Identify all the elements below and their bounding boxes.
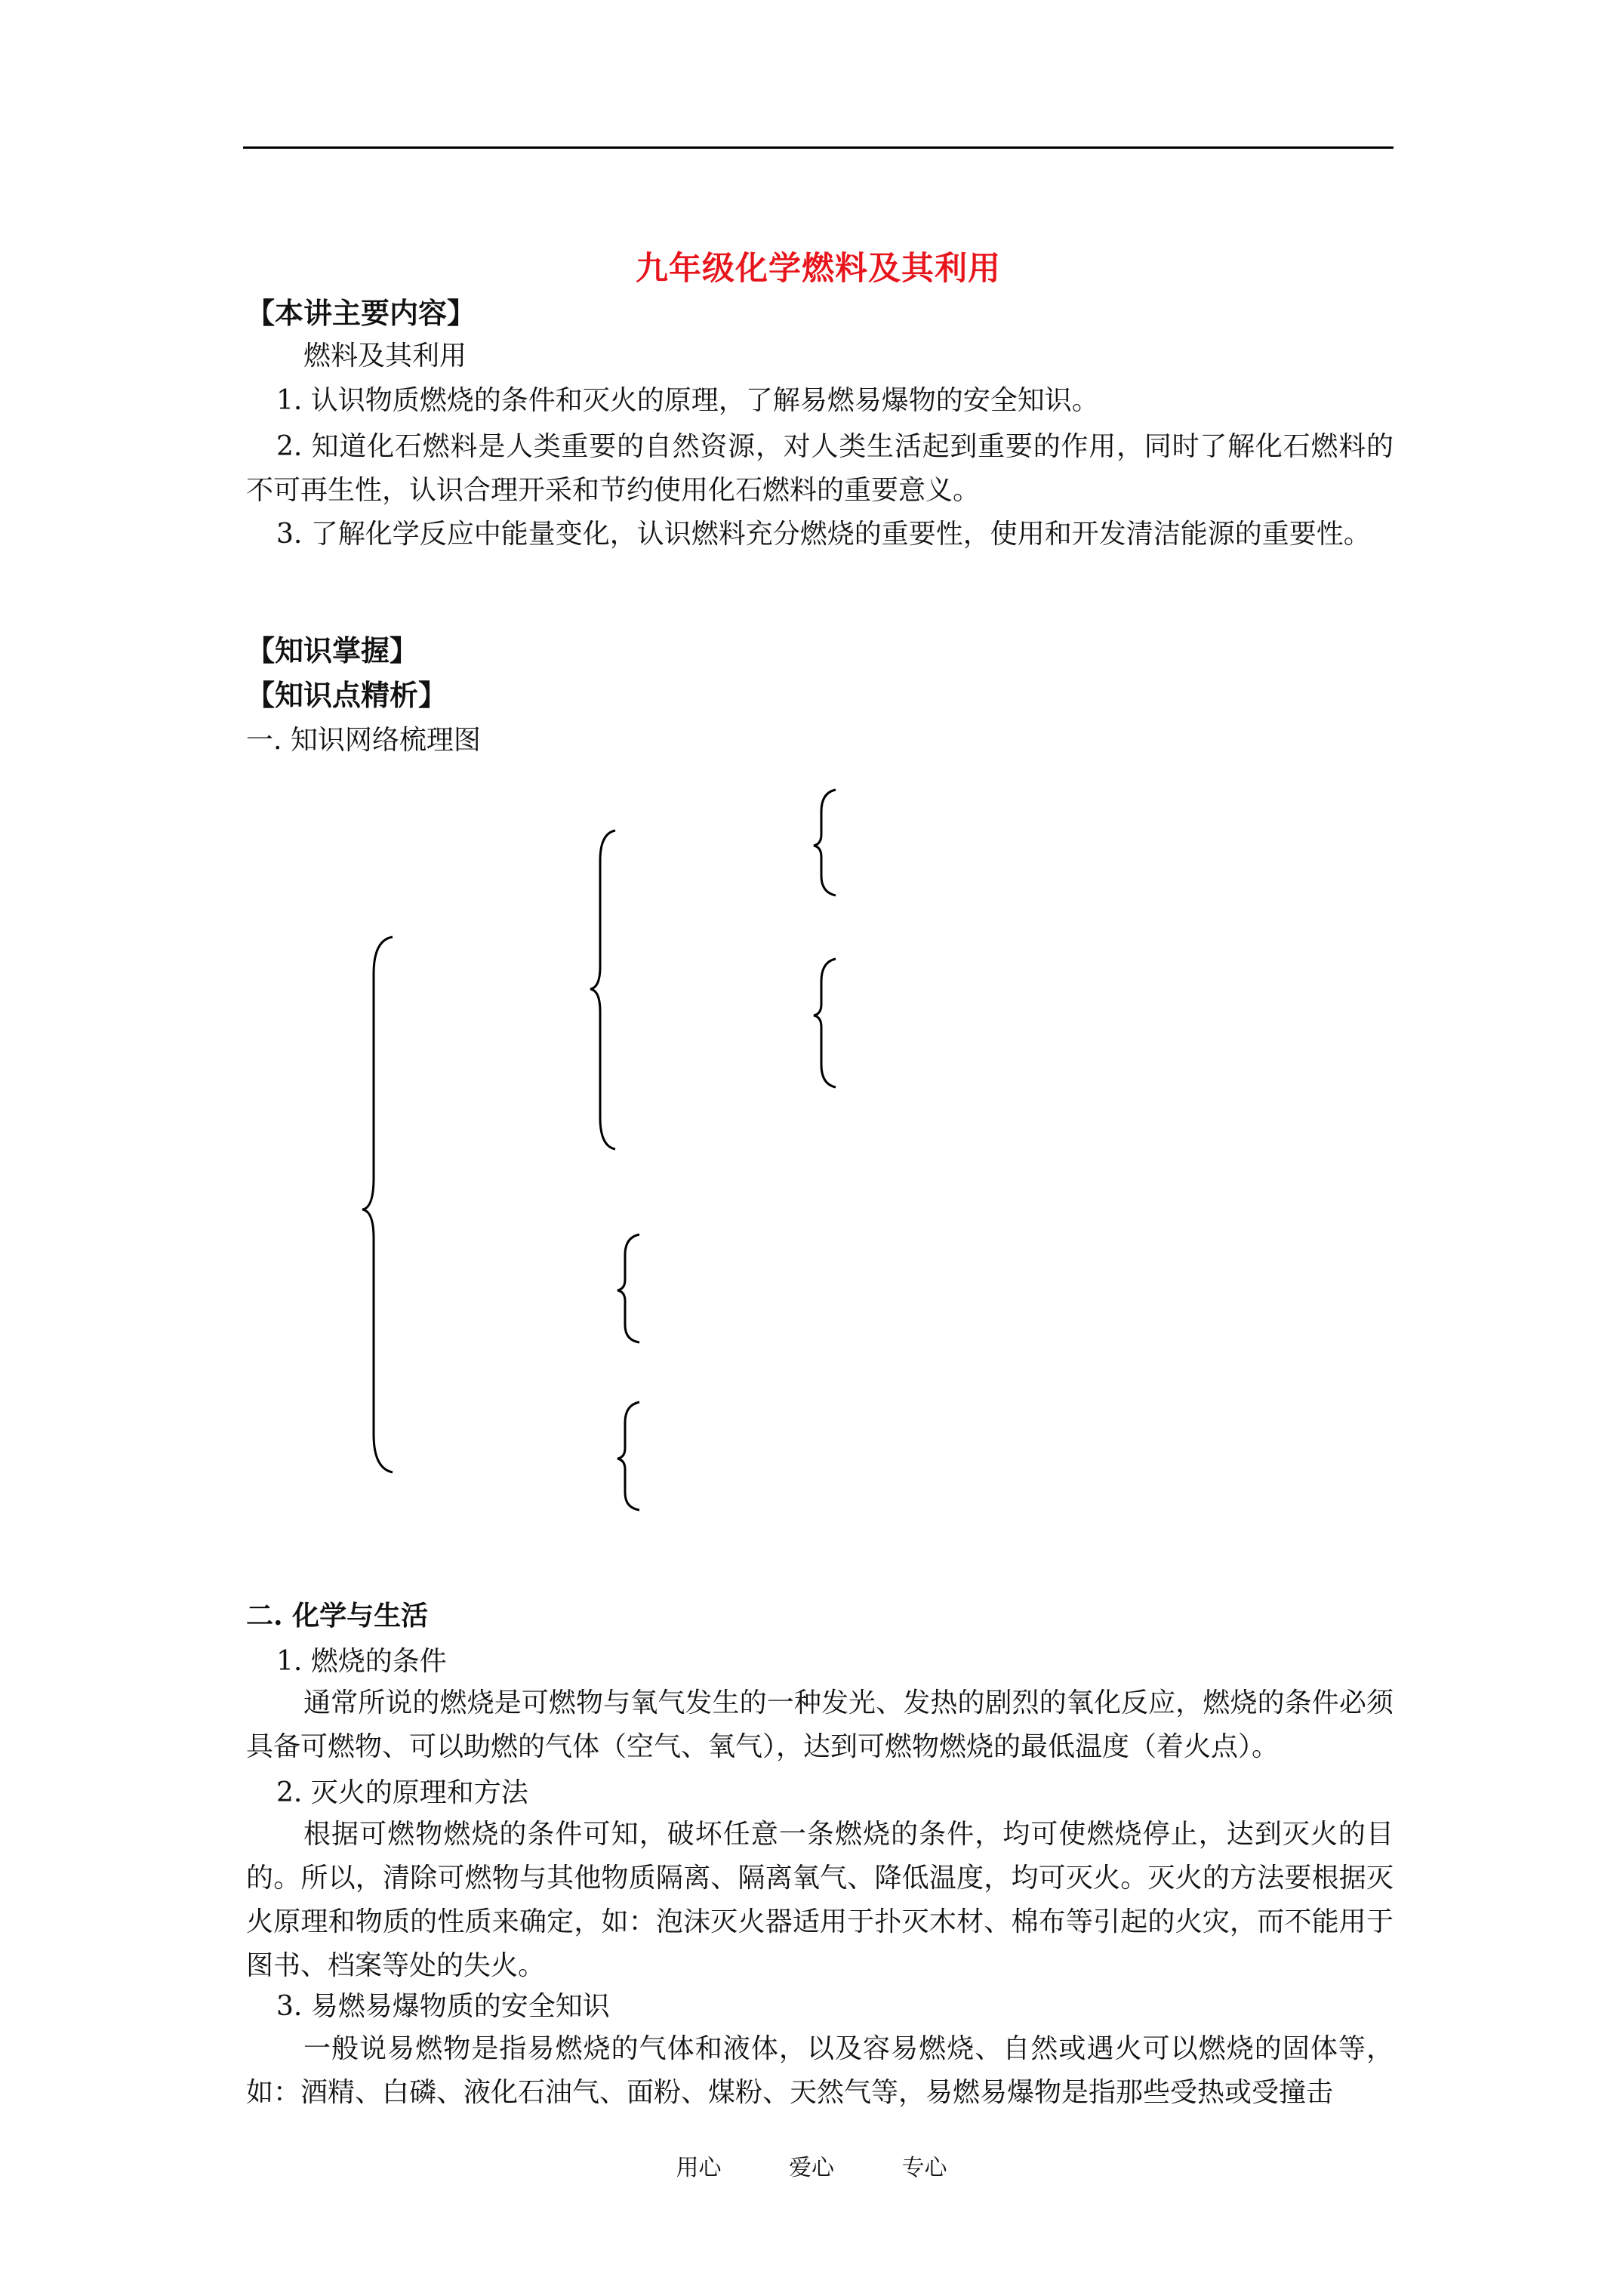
section1-heading: 一. 知识网络梳理图 <box>246 725 481 756</box>
lower-brace-1 <box>617 1234 639 1342</box>
section2-heading: 二. 化学与生活 <box>246 1600 429 1632</box>
intro-item-3: 3. 了解化学反应中能量变化，认识燃料充分燃烧的重要性，使用和开发清洁能源的重要性。 <box>276 519 1371 550</box>
page-title: 九年级化学燃料及其利用 <box>636 250 1001 288</box>
intro-item-2: 2. 知道化石燃料是人类重要的自然资源，对人类生活起到重要的作用，同时了解化石燃料的不可再生性，认识合理开采和节约使用化石燃料的重要意义。 <box>246 431 1394 506</box>
analysis-heading: 【知识点精析】 <box>246 678 448 712</box>
sub-brace-1 <box>814 790 836 895</box>
intro-item-1: 1. 认识物质燃烧的条件和灭火的原理，了解易燃易爆物的安全知识。 <box>276 385 1099 416</box>
intro-topic: 燃料及其利用 <box>303 341 467 371</box>
lower-brace-2 <box>617 1402 639 1510</box>
paragraph-1: 通常所说的燃烧是可燃物与氧气发生的一种发光、发热的剧烈的氧化反应，燃烧的条件必须具备可燃物、可以助燃的气体（空气、氧气），达到可燃物燃烧的最低温度（着火点）。 <box>246 1687 1394 1762</box>
knowledge-heading: 【知识掌握】 <box>246 633 419 667</box>
page-footer <box>0 2149 1623 2182</box>
footer-item-3: 专心 <box>901 2155 947 2181</box>
sub-heading-2: 2. 灭火的原理和方法 <box>276 1777 528 1808</box>
footer-item-2: 爱心 <box>789 2155 834 2181</box>
paragraph-3: 一般说易燃物是指易燃烧的气体和液体，以及容易燃烧、自然或遇火可以燃烧的固体等，如：酒精、白磷、液化石油气、面粉、煤粉、天然气等，易燃易爆物是指那些受热或受撞击 <box>246 2033 1394 2108</box>
sub-heading-3: 3. 易燃易爆物质的安全知识 <box>276 1991 610 2022</box>
sub-heading-1: 1. 燃烧的条件 <box>276 1646 447 1677</box>
upper-brace <box>590 831 615 1149</box>
paragraph-2: 根据可燃物燃烧的条件可知，破坏任意一条燃烧的条件，均可使燃烧停止，达到灭火的目的。所以，清除可燃物与其他物质隔离、隔离氧气、降低温度，均可灭火。灭火的方法要根据灭火原理和物质的性质来确定，如：泡沫灭火器适用于扑灭木材、棉布等引起的火灾，而不能用于图书、档案等处的失火。 <box>246 1819 1394 1981</box>
footer-item-1: 用心 <box>676 2155 722 2181</box>
main-brace <box>362 937 393 1472</box>
intro-heading: 【本讲主要内容】 <box>246 296 476 330</box>
sub-brace-2 <box>814 959 836 1087</box>
